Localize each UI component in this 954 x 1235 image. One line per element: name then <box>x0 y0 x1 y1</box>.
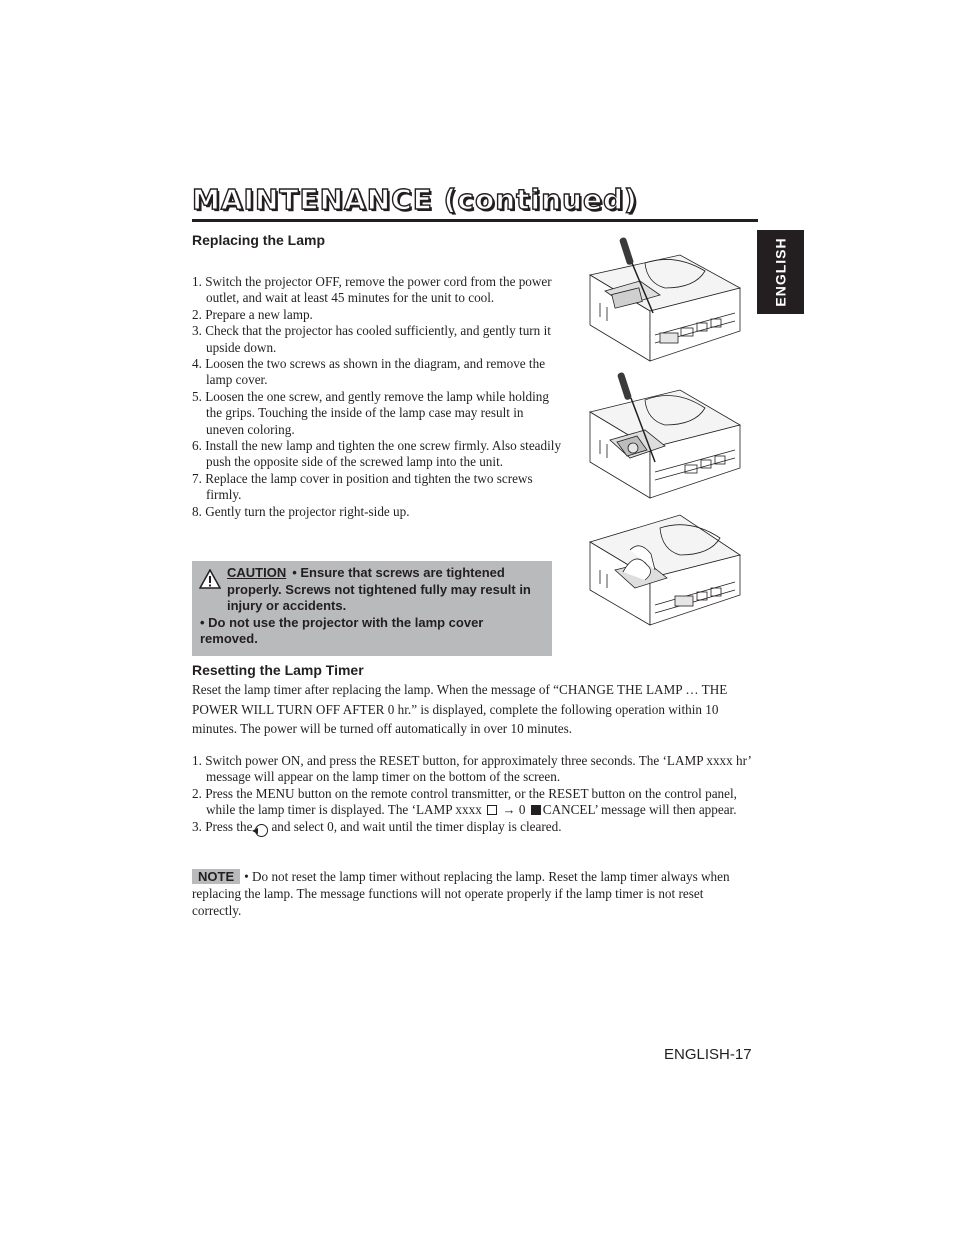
replacing-steps-list <box>192 274 562 520</box>
resetting-steps-list <box>192 753 752 837</box>
resetting-step: 1. Switch power ON, and press the RESET button, for approximately three seconds. The ‘LAMP xxxx hr’ message will appear on the lamp timer on the bottom of the screen. <box>192 753 751 785</box>
filled-square-icon <box>531 805 541 815</box>
replacing-lamp-heading: Replacing the Lamp <box>192 232 326 248</box>
resetting-intro: Reset the lamp timer after replacing the lamp. When the message of “CHANGE THE LAMP … THE POWER WILL TURN OFF AFTER 0 hr.” is displayed, complete the following operation within 10 minutes. The power will be turned off automatically in over 10 minutes. <box>192 682 728 736</box>
caution-first-line <box>200 565 544 615</box>
replacing-step: 5. Loosen the one screw, and gently remove the lamp while holding the grips. Touching the inside of the lamp case may result in uneven coloring. <box>192 388 549 437</box>
replacing-step: 6. Install the new lamp and tighten the one screw firmly. Also steadily push the opposite side of the screwed lamp into the unit. <box>192 438 562 470</box>
caution-label: CAUTION <box>227 565 287 580</box>
resetting-step2-text-b: → 0 <box>502 802 526 818</box>
caution-text-2: • Do not use the projector with the lamp cover removed. <box>200 614 484 646</box>
warning-triangle-icon <box>199 569 221 589</box>
language-tab-label: ENGLISH <box>772 237 789 307</box>
empty-square-icon <box>487 805 497 815</box>
note-label: NOTE <box>192 869 240 884</box>
resetting-step2-text-c: CANCEL’ message will then appear. <box>542 802 737 818</box>
replacing-step: 8. Gently turn the projector right-side up. <box>192 503 410 519</box>
resetting-step3-text-a: 3. Press the <box>192 818 253 834</box>
replacing-step: 4. Loosen the two screws as shown in the diagram, and remove the lamp cover. <box>192 356 546 388</box>
language-tab <box>757 230 804 314</box>
projector-remove-lamp-illustration <box>585 370 745 503</box>
arrow-button-icon: ◀ <box>255 824 268 837</box>
replacing-step: 2. Prepare a new lamp. <box>192 306 313 322</box>
resetting-step <box>192 819 752 837</box>
replacing-step: 3. Check that the projector has cooled sufficiently, and gently turn it upside down. <box>192 323 551 355</box>
projector-install-lamp-illustration <box>585 510 745 627</box>
projector-remove-cover-illustration <box>585 233 745 365</box>
page-title: MAINTENANCE (continued) <box>192 183 638 216</box>
caution-box <box>192 561 552 656</box>
resetting-step <box>192 786 752 819</box>
note-block <box>192 868 752 919</box>
page-number: ENGLISH-17 <box>664 1046 752 1063</box>
replacing-step: 1. Switch the projector OFF, remove the power cord from the power outlet, and wait at least 45 minutes for the unit to cool. <box>192 274 552 306</box>
replacing-step: 7. Replace the lamp cover in position and tighten the two screws firmly. <box>192 470 533 503</box>
caution-text-1: • Ensure that screws are tightened properly. Screws not tightened fully may result in injury or accidents. <box>227 565 531 613</box>
title-rule <box>192 219 758 222</box>
resetting-step2-text-a: 2. Press the MENU button on the remote control transmitter, or the RESET button on the control panel, while the lamp timer is displayed. The ‘LAMP xxxx <box>192 785 737 818</box>
resetting-step3-text-b: and select 0, and wait until the timer display is cleared. <box>271 818 562 834</box>
resetting-lamp-timer-heading: Resetting the Lamp Timer <box>192 662 364 678</box>
note-text: • Do not reset the lamp timer without replacing the lamp. Reset the lamp timer always when replacing the lamp. The message functions will not operate properly if the lamp timer is not reset correctly. <box>192 869 730 918</box>
